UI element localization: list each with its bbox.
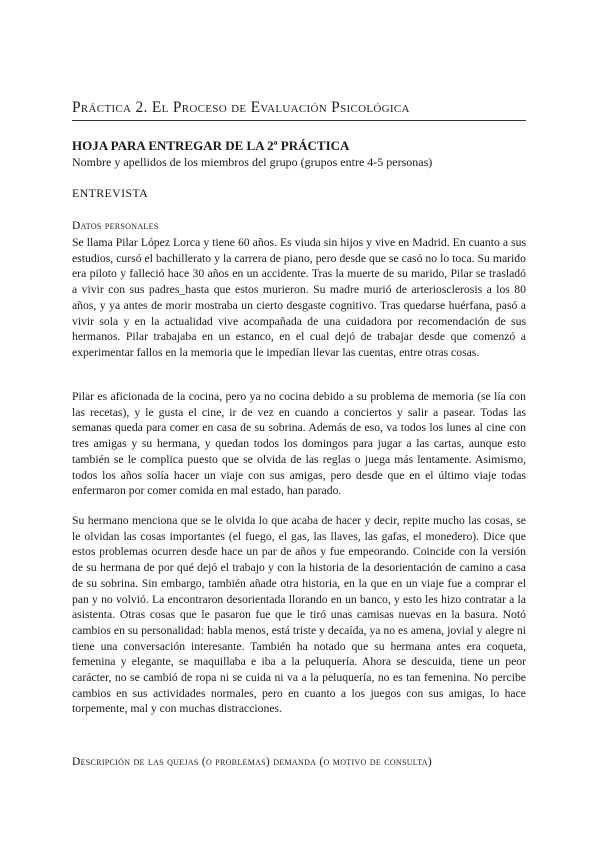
- personal-data-title: Datos personales: [72, 220, 159, 232]
- paragraph-hobbies: Pilar es aficionada de la cocina, pero ya no cocina debido a su problema de memoria (se lía con las recetas), y le gusta el cine, ir de vez en cuando a conciertos y salir a pasear. Todas las semanas queda para comer en casa de su sobrina. Además de eso, va todos los lunes al cine con tres amigas y su hermana, y quedan todos los domingos para jugar a las cartas, aunque esto también se le complica puesto que se olvida de las reglas o juega más lentamente. Asimismo, todos los años solía hacer un viaje con sus amigas, pero desde que en el último viaje todas enfermaron por comer comida en mal estado, han parado.: [72, 390, 526, 498]
- interview-label: ENTREVISTA: [72, 186, 149, 200]
- title-divider: [72, 120, 526, 121]
- document-title: Práctica 2. El Proceso de Evaluación Psicológica: [72, 99, 410, 116]
- paragraph-personal-background: Se llama Pilar López Lorca y tiene 60 años. Es viuda sin hijos y vive en Madrid. En cuanto a sus estudios, cursó el bachillerato y la carrera de piano, pero desde que se casó no lo toca. Su marido era piloto y falleció hace 30 años en un accidente. Tras la muerte de su marido, Pilar se trasladó a vivir con sus padres_hasta que estos murieron. Su madre murió de arteriosclerosis a los 80 años, y ya antes de morir mostraba un cierto desgaste cognitivo. Tras quedarse huérfana, pasó a vivir sola y en la actualidad vive acompañada de una cuidadora por recomendación de sus hermanos. Pilar trabajaba en un estanco, en el cual dejó de trabajar desde que comenzó a experimentar fallos en la memoria que le impedían llevar las cuentas, entre otras cosas.: [72, 236, 526, 359]
- paragraph-brother-account: Su hermano menciona que se le olvida lo que acaba de hacer y decir, repite mucho las cosas, se le olvidan las cosas importantes (el fuego, el gas, las llaves, las gafas, el monedero). Dice que estos problemas ocurren desde hace un par de años y fue empeorando. Coincide con la versión de su hermana de por qué dejó el trabajo y con la historia de la desorientación de camino a casa de su sobrina. Sin embargo, también añade otra historia, en la que en un viaje fue a comprar el pan y no volvió. La encontraron desorientada llorando en un banco, y esto les hizo contratar a la asistenta. Otras cosas que le pasaron fue que le tiró unas camisas nuevas en la basura. Notó cambios en su personalidad: habla menos, está triste y decaída, ya no es amena, jovial y alegre ni tiene una conversación interesante. También ha notado que su hermana antes era coqueta, femenina y elegante, se maquillaba e iba a la peluquería. Ahora se descuida, tiene un peor carácter, no se cambió de ropa ni se cuida ni va a la peluquería, no es tan femenina. No percibe cambios en sus actividades normales, pero en cuanto a los juegos con sus amigas, lo hace torpemente, mal y con muchas distracciones.: [72, 514, 526, 716]
- complaints-title: Descripción de las quejas (o problemas) demanda (o motivo de consulta): [72, 756, 433, 768]
- worksheet-heading: HOJA PARA ENTREGAR DE LA 2ª PRÁCTICA: [72, 138, 350, 153]
- group-members-instruction: Nombre y apellidos de los miembros del grupo (grupos entre 4-5 personas): [72, 155, 433, 169]
